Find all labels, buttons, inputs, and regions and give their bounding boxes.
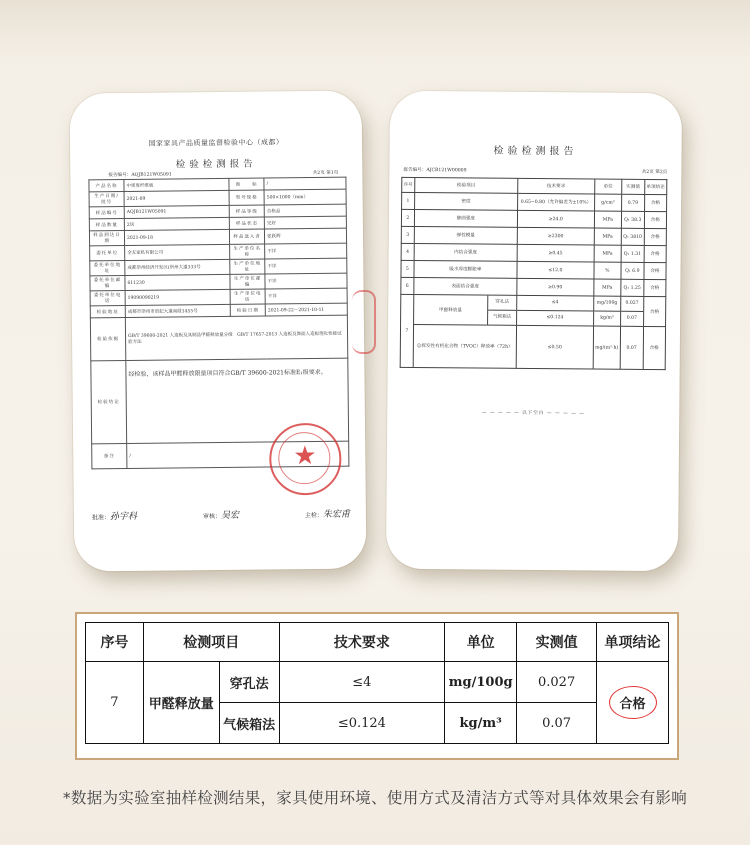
info-label: 样品数量: [89, 218, 124, 230]
report-number-2: 报告编号：AJCB121W00009: [403, 167, 467, 174]
result-cell: [597, 662, 669, 744]
conclusion-label: 检验结论: [91, 360, 127, 443]
info-value: 张跃辉: [265, 228, 347, 244]
report-card-page-1: [70, 90, 367, 571]
info-label: 生产单位地址: [230, 259, 265, 274]
conclusion-value: 经检验，该样品甲醛释放限量项目符合GB/T 39600-2021标准E₁级要求。: [126, 358, 349, 443]
row-val: Q₁ 3810: [621, 228, 644, 245]
row-no: 7: [86, 662, 144, 744]
unit-climate-chamber: kg/m³: [445, 703, 517, 744]
info-value: 完好: [264, 216, 346, 229]
info-label: 生产单位电话: [230, 289, 265, 304]
method-climate-chamber: 气候箱法: [219, 703, 279, 744]
info-value: 中密度纤维板: [124, 178, 229, 191]
header-unit: 单位: [445, 623, 517, 662]
row-item: 总挥发性有机化合物（TVOC）释放率（72h）: [413, 324, 517, 368]
row-result: 合格: [643, 296, 666, 326]
info-value: 611230: [125, 274, 230, 290]
results-header: 技术要求: [518, 178, 595, 194]
row-result: 合格: [643, 326, 666, 369]
info-label: 委托单位电话: [90, 290, 125, 305]
row-unit: %: [594, 262, 621, 279]
pass-badge: 合格: [609, 686, 657, 719]
row-unit: g/cm³: [594, 194, 621, 211]
info-value: 19090090219: [125, 289, 230, 305]
row-subitem-1: 穿孔法: [488, 296, 516, 311]
results-row-8: [400, 324, 665, 369]
row-no: 1: [402, 192, 415, 209]
info-label: 检验地址: [90, 305, 125, 317]
req-perforator: ≤4: [279, 662, 445, 703]
row-req: ≥0.45: [517, 244, 594, 262]
top-background-band: [0, 0, 750, 60]
row-req: ≥0.90: [517, 278, 594, 296]
info-value: 成都市崇州市贵妃大道南段1455号: [125, 304, 230, 317]
results-row-7a: [401, 294, 666, 326]
reviewer-label: 审核：: [202, 512, 221, 521]
row-item: 弹性模量: [414, 226, 517, 244]
row-item: 甲醛释放量: [414, 295, 488, 325]
remark-value: /: [127, 441, 349, 468]
results-header: 序号: [402, 177, 415, 192]
info-label: 样品编号: [89, 206, 124, 218]
info-value: 2021-09-18: [124, 229, 229, 245]
row-unit: mg/(m²·h): [593, 326, 621, 369]
results-header: 检验项目: [414, 177, 517, 193]
info-label: 检验日期: [230, 304, 265, 316]
header-requirement: 技术要求: [279, 623, 445, 662]
row-val: 0.79: [621, 194, 644, 211]
row-req: 0.65~0.80（允许偏差为±10%）: [518, 193, 595, 211]
header-measured: 实测值: [517, 623, 597, 662]
method-perforator: 穿孔法: [219, 662, 279, 703]
results-header: 单项结论: [644, 179, 666, 194]
results-table: [400, 177, 668, 370]
report-title: 检验检测报告: [175, 158, 257, 171]
row-unit: MPa: [594, 228, 621, 245]
row-req-1: ≤4: [517, 296, 593, 312]
row-no: 7: [400, 294, 413, 367]
row-val: Q₁ 1.25: [621, 279, 644, 296]
info-label: 样品等级: [229, 205, 264, 217]
info-value: 不详: [265, 258, 347, 274]
row-unit: MPa: [594, 245, 621, 262]
info-label: 委托单位邮编: [90, 275, 125, 290]
row-item: 甲醛释放量: [143, 662, 219, 744]
report-title-2: 检验检测报告: [493, 145, 578, 158]
inspector-label: 主检：: [304, 511, 323, 520]
seam-seal: [352, 290, 376, 354]
info-label: 产品名称: [89, 179, 124, 191]
row-res: 合格: [644, 211, 667, 228]
official-seal: [269, 423, 342, 496]
info-label: 商 标: [229, 178, 264, 190]
report-meta-2: [403, 167, 667, 175]
page-indicator: 共2页 第1页: [312, 170, 339, 176]
reviewer-signature: 吴宏: [220, 510, 240, 521]
info-value: 不详: [265, 273, 347, 289]
results-header: 单位: [594, 179, 621, 194]
row-no: 5: [401, 260, 414, 277]
row-unit: MPa: [594, 211, 621, 228]
value-climate-chamber: 0.07: [517, 703, 597, 744]
report-card-page-2: [386, 91, 682, 572]
row-res: 合格: [644, 228, 667, 245]
info-label: 型号规格: [229, 190, 264, 205]
remark-label: 备注: [92, 443, 127, 468]
approver-signature: 孙宇科: [109, 511, 138, 523]
results-header: 实测值: [622, 179, 645, 194]
basis-row: [90, 315, 347, 361]
info-value: /: [264, 177, 346, 190]
row-no: 4: [401, 243, 414, 260]
info-value: 成都崇州经济开发区(崇州大道333号: [125, 259, 230, 275]
info-label: 委托单位: [90, 245, 125, 260]
row-req-2: ≤0.124: [546, 315, 564, 321]
report-number: 报告编号：AQJB121W05091: [108, 172, 172, 179]
row-req: ≥2300: [517, 227, 594, 245]
row-item: 吸水厚度膨胀率: [414, 260, 517, 278]
zoomed-result-panel: [75, 612, 679, 760]
info-label: 委托单位地址: [90, 260, 125, 275]
info-label: 样品状态: [229, 217, 264, 229]
row-unit-2: kg/m³: [600, 315, 614, 321]
row-res: 合格: [644, 262, 667, 279]
row-res: 合格: [643, 279, 666, 296]
zoom-header-row: [86, 623, 669, 662]
info-label: 生产单位邮编: [230, 274, 265, 289]
row-val: Q₁ 38.3: [621, 211, 644, 228]
row-no: 3: [401, 226, 414, 243]
req-climate-chamber: ≤0.124: [279, 703, 445, 744]
row-val: Q₁ 6.9: [621, 262, 644, 279]
row-item: 静曲强度: [414, 209, 517, 227]
info-value: AQJB121W05091: [124, 205, 229, 218]
row-unit-1: mg/100g: [594, 297, 620, 312]
header-result: 单项结论: [597, 623, 669, 662]
row-val-1: 0.027: [621, 297, 643, 312]
info-value: 2块: [124, 217, 229, 230]
header-item: 检测项目: [143, 623, 279, 662]
row-unit: MPa: [594, 279, 621, 296]
row-val: 0.07: [620, 326, 643, 369]
info-value: 不详: [265, 288, 347, 304]
row-req: ≤12.0: [517, 261, 594, 279]
row-val-2: 0.07: [626, 315, 638, 321]
unit-perforator: mg/100g: [445, 662, 517, 703]
row-subitem-2: 气候箱法: [492, 314, 512, 320]
report-org: 国家家具产品质量监督检验中心（成都）: [148, 138, 284, 148]
inspector-signature: 朱宏甫: [322, 509, 350, 520]
approver-label: 批准：: [91, 514, 111, 522]
header-no: 序号: [86, 623, 144, 662]
row-req: ≤0.50: [516, 325, 593, 369]
row-item: 密度: [414, 192, 517, 210]
basis-label: 检验依据: [90, 317, 125, 360]
zoom-row-perforator: [86, 662, 669, 703]
row-no: 2: [401, 209, 414, 226]
seal-star-icon: ★: [293, 440, 317, 472]
info-value: 2021-09-22～2021-10-11: [265, 303, 347, 316]
info-value: 500×1000（mm）: [264, 189, 346, 205]
info-value: 2021-09: [124, 190, 229, 206]
zoomed-result-table: [85, 622, 669, 744]
info-label: 生产日期/批号: [89, 191, 124, 206]
page-indicator-2: 共2页 第2页: [641, 169, 668, 176]
info-label: 样品送入者: [230, 229, 265, 244]
info-value: 全友家私有限公司: [125, 244, 230, 260]
row-item: 内结合强度: [414, 243, 517, 261]
signature-row: [92, 507, 350, 523]
row-req: ≥24.0: [517, 210, 594, 228]
row-item: 表面结合强度: [414, 277, 517, 295]
info-label: 样品到达日期: [89, 230, 124, 245]
row-val: Q₁ 1.31: [621, 245, 644, 262]
end-of-report-marker: — — — — — 以下空白 — — — — —: [481, 410, 585, 417]
value-perforator: 0.027: [517, 662, 597, 703]
info-value: 合格品: [264, 204, 346, 217]
row-no: 6: [401, 277, 414, 294]
disclaimer-footnote: *数据为实验室抽样检测结果，家具使用环境、使用方式及清洁方式等对具体效果会有影响: [62, 789, 688, 807]
row-res: 合格: [644, 245, 667, 262]
basis-value: GB/T 39600-2021 人造板及其制品甲醛释放量分级 GB/T 17657-2013 人造板及饰面人造板理化性能试验方法: [125, 315, 347, 360]
info-value: 不详: [265, 243, 347, 259]
info-label: 生产单位名称: [230, 244, 265, 259]
row-res: 合格: [644, 194, 667, 211]
